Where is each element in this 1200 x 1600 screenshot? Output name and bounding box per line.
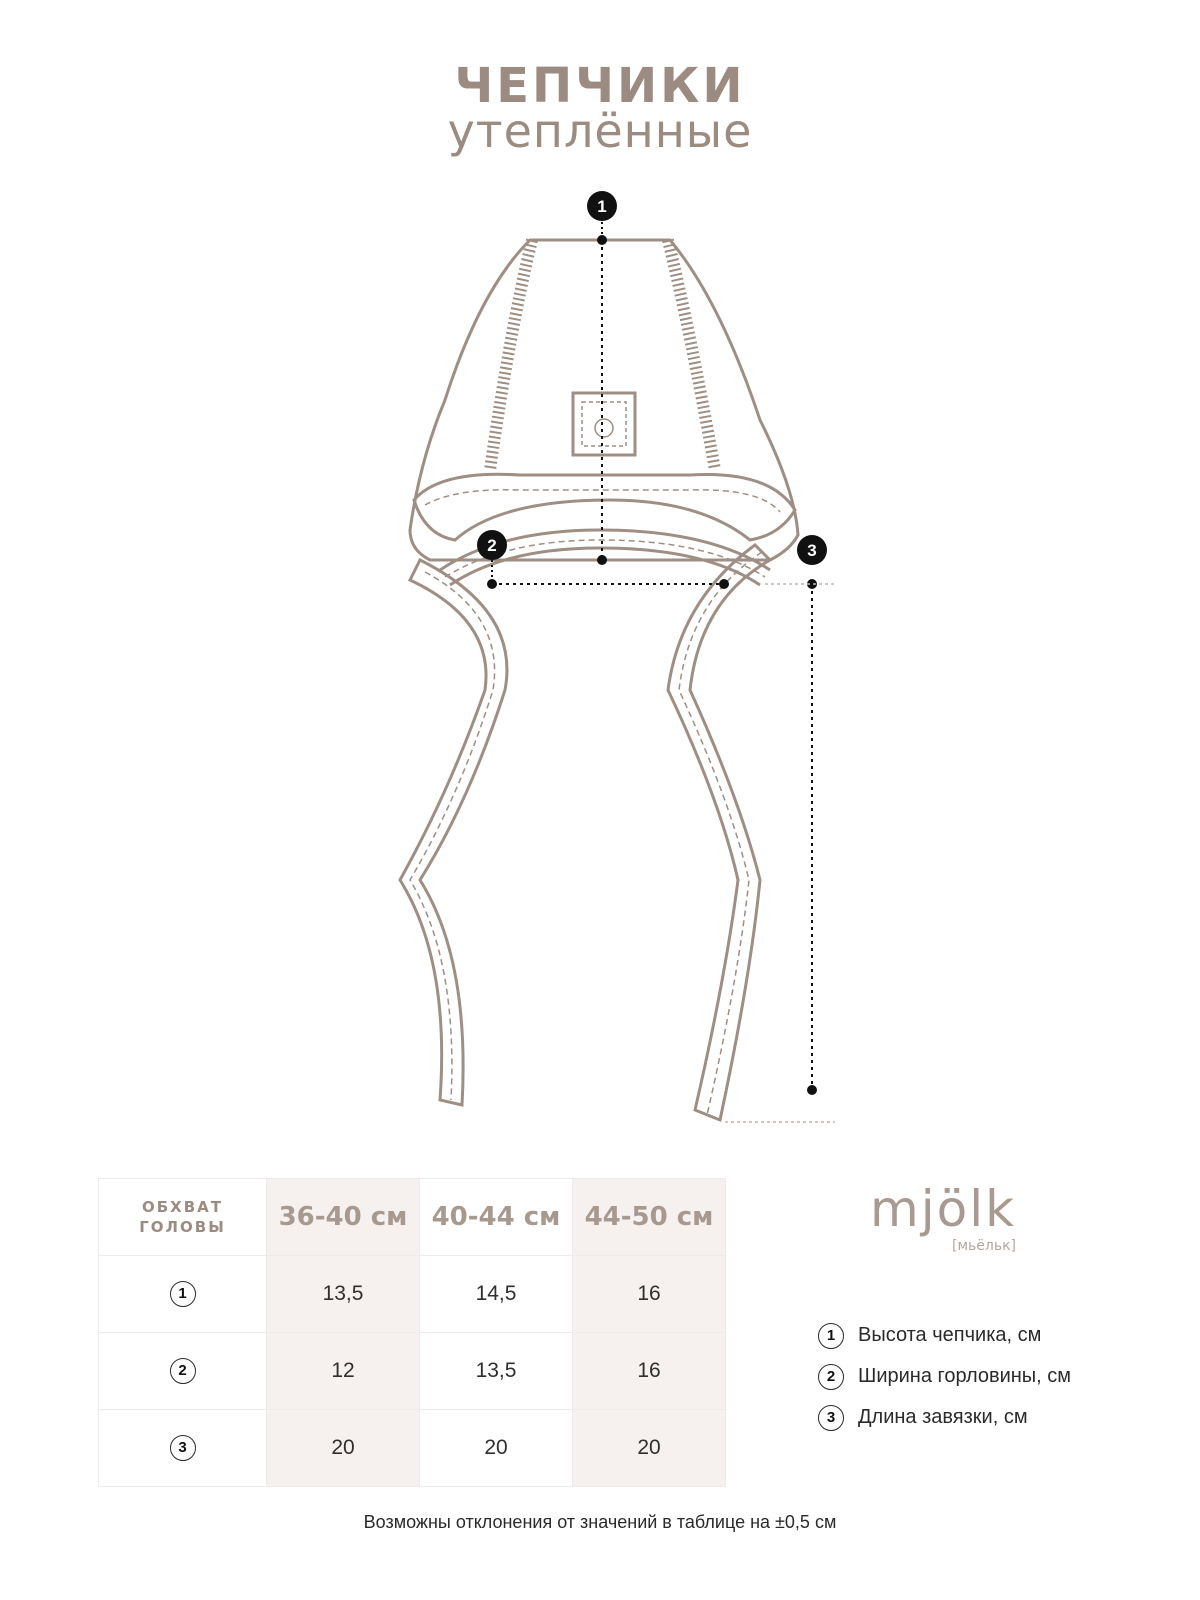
page-subtitle: утеплённые (447, 104, 753, 158)
row-marker-2: 2 (170, 1358, 196, 1384)
legend-item (818, 1356, 1071, 1397)
table-cell: 12 (267, 1333, 420, 1410)
row-marker-1: 1 (170, 1281, 196, 1307)
header-head-girth-label: ОБХВАТ ГОЛОВЫ (139, 1198, 226, 1236)
legend-text: Ширина горловины, см (858, 1365, 1072, 1387)
header-head-girth (99, 1179, 267, 1256)
legend-item (818, 1315, 1071, 1356)
table-cell: 16 (573, 1333, 726, 1410)
table-row (99, 1333, 726, 1410)
measure-tie-bottom-dot (807, 1085, 817, 1095)
measure-height-bottom-dot (597, 555, 607, 565)
label-button-icon (595, 419, 613, 437)
left-tie (400, 560, 507, 1105)
row-marker-3: 3 (170, 1435, 196, 1461)
table-cell: 13,5 (420, 1333, 573, 1410)
footnote: Возможны отклонения от значений в таблице на ±0,5 см (363, 1512, 837, 1532)
row-marker-cell (99, 1333, 267, 1410)
table-cell: 20 (573, 1410, 726, 1487)
bonnet-outline (410, 240, 798, 560)
right-tie (668, 545, 770, 1120)
legend-item (818, 1397, 1071, 1438)
legend-text: Длина завязки, см (858, 1406, 1028, 1428)
marker-2-text: 2 (487, 536, 497, 555)
legend-marker: 3 (818, 1405, 844, 1431)
table-row (99, 1256, 726, 1333)
brand-name: mjölk (870, 1180, 1017, 1238)
marker-1-text: 1 (597, 197, 607, 216)
marker-3-text: 3 (807, 541, 817, 560)
table-cell: 20 (420, 1410, 573, 1487)
row-marker-cell (99, 1410, 267, 1487)
brand-logo (870, 1180, 1030, 1254)
brand-transcription: [мьёльк] (952, 1238, 1017, 1254)
header-size: 44-50 см (573, 1179, 726, 1256)
table-header-row (99, 1179, 726, 1256)
legend-marker: 2 (818, 1364, 844, 1390)
table-row (99, 1410, 726, 1487)
table-cell: 13,5 (267, 1256, 420, 1333)
legend-text: Высота чепчика, см (858, 1324, 1042, 1346)
table-cell: 16 (573, 1256, 726, 1333)
size-table (98, 1178, 726, 1487)
table-cell: 14,5 (420, 1256, 573, 1333)
header-size: 40-44 см (420, 1179, 573, 1256)
legend (818, 1315, 1071, 1438)
header-size: 36-40 см (267, 1179, 420, 1256)
table-cell: 20 (267, 1410, 420, 1487)
right-rib-seam (668, 240, 715, 470)
row-marker-cell (99, 1256, 267, 1333)
left-rib-seam (490, 240, 532, 470)
page-title: ЧЕПЧИКИ (454, 58, 746, 114)
measure-width-right-dot (719, 579, 729, 589)
legend-marker: 1 (818, 1323, 844, 1349)
